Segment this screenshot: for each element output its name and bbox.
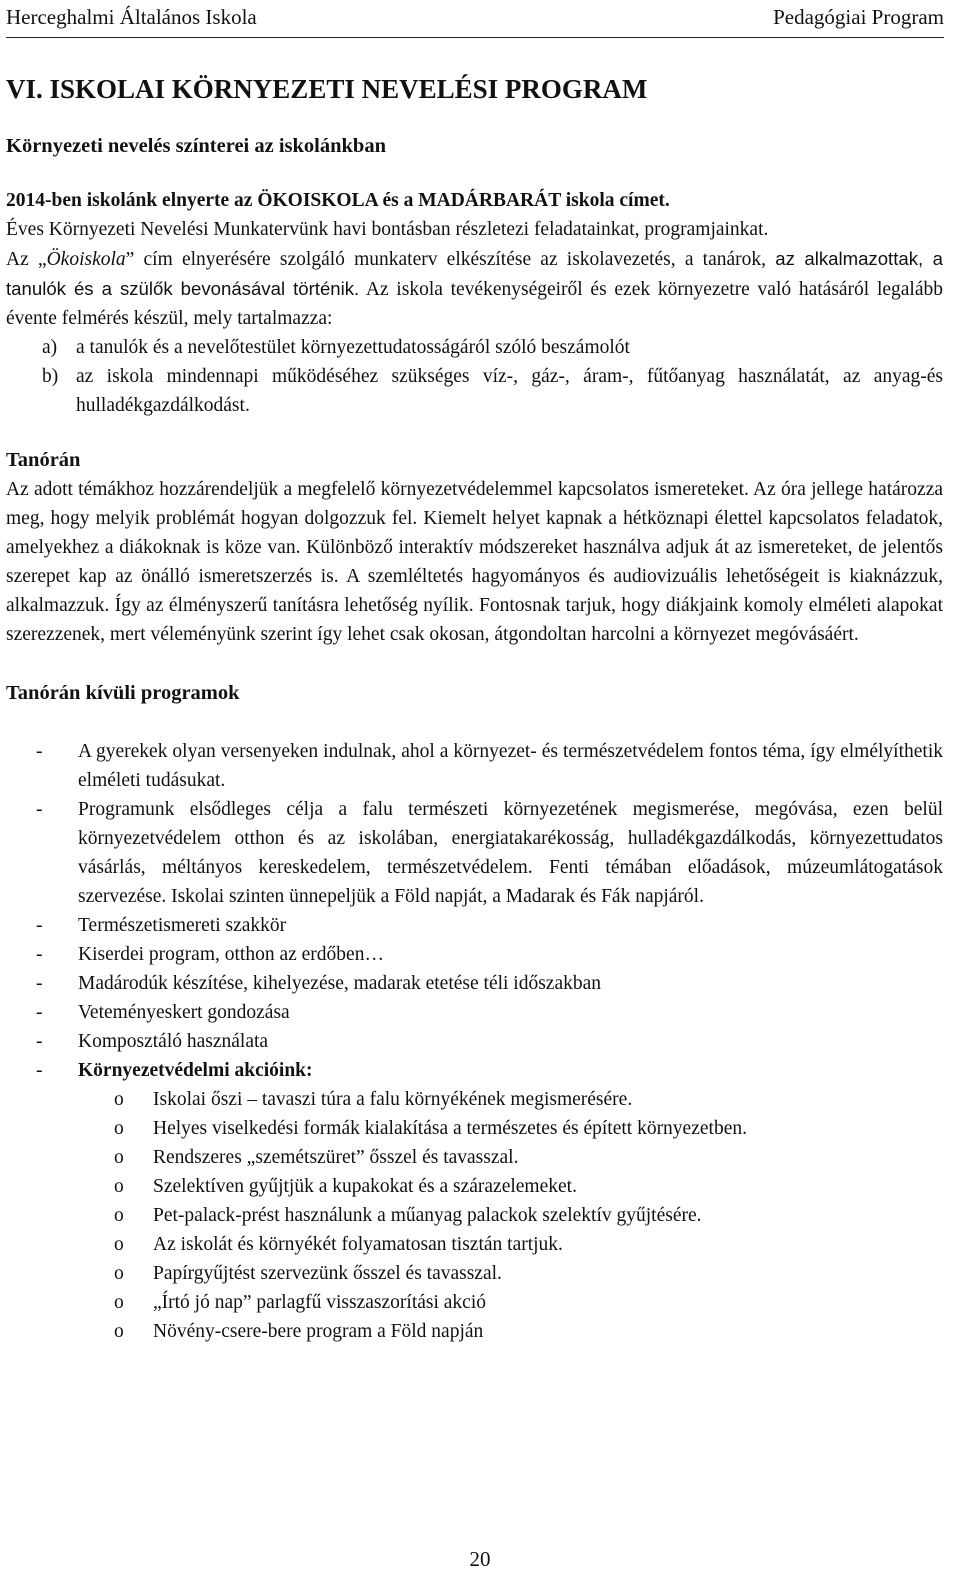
ecoschool-term: Ökoiskola [46, 249, 126, 270]
workplan-sentence: Éves Környezeti Nevelési Munkatervünk havi bontásban részletezi feladatainkat, programjainkat. [6, 219, 769, 240]
list-item: b) az iskola mindennapi működéséhez szükséges víz-, gáz-, áram-, fűtőanyag használatát, az anyag-és hulladékgazdálkodást. [42, 366, 943, 416]
list-item: a) a tanulók és a nevelőtestület környezettudatosságáról szóló beszámolót [42, 337, 630, 358]
lessons-paragraph: Az adott témákhoz hozzárendeljük a megfelelő környezetvédelemmel kapcsolatos ismereteket. Az óra jellege határozza meg, hogy melyik problémát hogyan dolgozzuk fel. Kiemelt helyet kapnak a hétköznapi élettel kapcsolatos feladatok, amelyekhez a diákoknak is köze van. Különböző interaktív módszereket használva adjuk át az ismereteket, de jelentős szerepet kap az önálló ismeretszerzés is. A szemléltetés hagyományos és audiovizuális lehetőségeit is kiaknázzuk, alkalmazzuk. Így az élményszerű tanításra lehetőség nyílik. Fontosnak tarjuk, hogy diákjaink komoly elméleti alapokat szerezzenek, mert véleményünk szerint így lehet csak okosan, átgondoltan harcolni a környezet megóvásáért. [6, 479, 943, 645]
list-item: o Rendszeres „szemétszüret” ősszel és tavasszal. [114, 1147, 519, 1168]
ecoschool-paragraph: Az „Ökoiskola” cím elnyerésére szolgáló munkaterv elkészítése az iskolavezetés, a tanárok, az alkalmazottak, a tanulók és a szülők bevonásával történik. Az iskola tevékenységeiről és ezek környezetre való hatásáról legalább évente felmérés készül, mely tartalmazza: [6, 248, 944, 329]
list-item: - Kiserdei program, otthon az erdőben… [36, 944, 384, 965]
list-item: - Programunk elsődleges célja a falu természeti környezetének megismerése, megóvása, ezen belül környezetvédelem otthon és az iskolában, energiatakarékosság, hulladékgazdálkodás, környezettudatos vásárlás, méltányos kereskedelem, természetvédelem. Fenti témában előadások, múzeumlátogatások szervezése. Iskolai szinten ünnepeljük a Föld napját, a Madarak és Fák napjáról. [36, 799, 943, 907]
header-school-name: Herceghalmi Általános Iskola [6, 5, 257, 29]
page-content [6, 72, 943, 1346]
list-item: o Szelektíven gyűjtjük a kupakokat és a szárazelemeket. [114, 1176, 577, 1197]
extracurricular-list [6, 737, 943, 1085]
list-item: o Helyes viselkedési formák kialakítása a természetes és épített környezetben. [114, 1118, 747, 1139]
header-document-name: Pedagógiai Program [773, 5, 944, 29]
list-item: o „Írtó jó nap” parlagfű visszaszorítási akció [114, 1292, 486, 1313]
chapter-title: VI. ISKOLAI KÖRNYEZETI NEVELÉSI PROGRAM [6, 74, 648, 104]
involvement-text: az alkalmazottak, a tanulók és a szülők bevonásával történik. [6, 248, 944, 299]
list-item: - Madárodúk készítése, kihelyezése, madarak etetése téli időszakban [36, 973, 602, 994]
actions-list [6, 1085, 943, 1346]
section-heading-extracurricular: Tanórán kívüli programok [6, 682, 240, 704]
award-sentence: 2014-ben iskolánk elnyerte az ÖKOISKOLA és a MADÁRBARÁT iskola címet. [6, 190, 670, 211]
list-item: - Veteményeskert gondozása [36, 1002, 290, 1023]
section-heading-lessons: Tanórán [6, 449, 81, 471]
list-item: - Természetismereti szakkör [36, 915, 287, 936]
actions-title: Környezetvédelmi akcióink: [78, 1060, 313, 1081]
list-item: o Pet-palack-prést használunk a műanyag palackok szelektív gyűjtésére. [114, 1205, 702, 1226]
page-header [6, 2, 944, 32]
list-item: - A gyerekek olyan versenyeken indulnak, ahol a környezet- és természetvédelem fontos téma, így elmélyíthetik elméleti tudásukat. [36, 741, 943, 791]
list-item: - Komposztáló használata [36, 1031, 269, 1052]
list-item: o Iskolai őszi – tavaszi túra a falu környékének megismerésére. [114, 1089, 633, 1110]
list-item: o Papírgyűjtést szervezünk ősszel és tavasszal. [114, 1263, 502, 1284]
list-item: - Környezetvédelmi akcióink: [36, 1060, 313, 1081]
section-heading-environmental-education: Környezeti nevelés színterei az iskolánkban [6, 135, 386, 157]
list-item: o Növény-csere-bere program a Föld napján [114, 1321, 484, 1342]
award-paragraph [6, 186, 943, 420]
page-number: 20 [469, 1547, 491, 1571]
list-item: o Az iskolát és környékét folyamatosan tisztán tartjuk. [114, 1234, 563, 1255]
header-divider [6, 37, 944, 38]
survey-contents-list [6, 333, 943, 420]
